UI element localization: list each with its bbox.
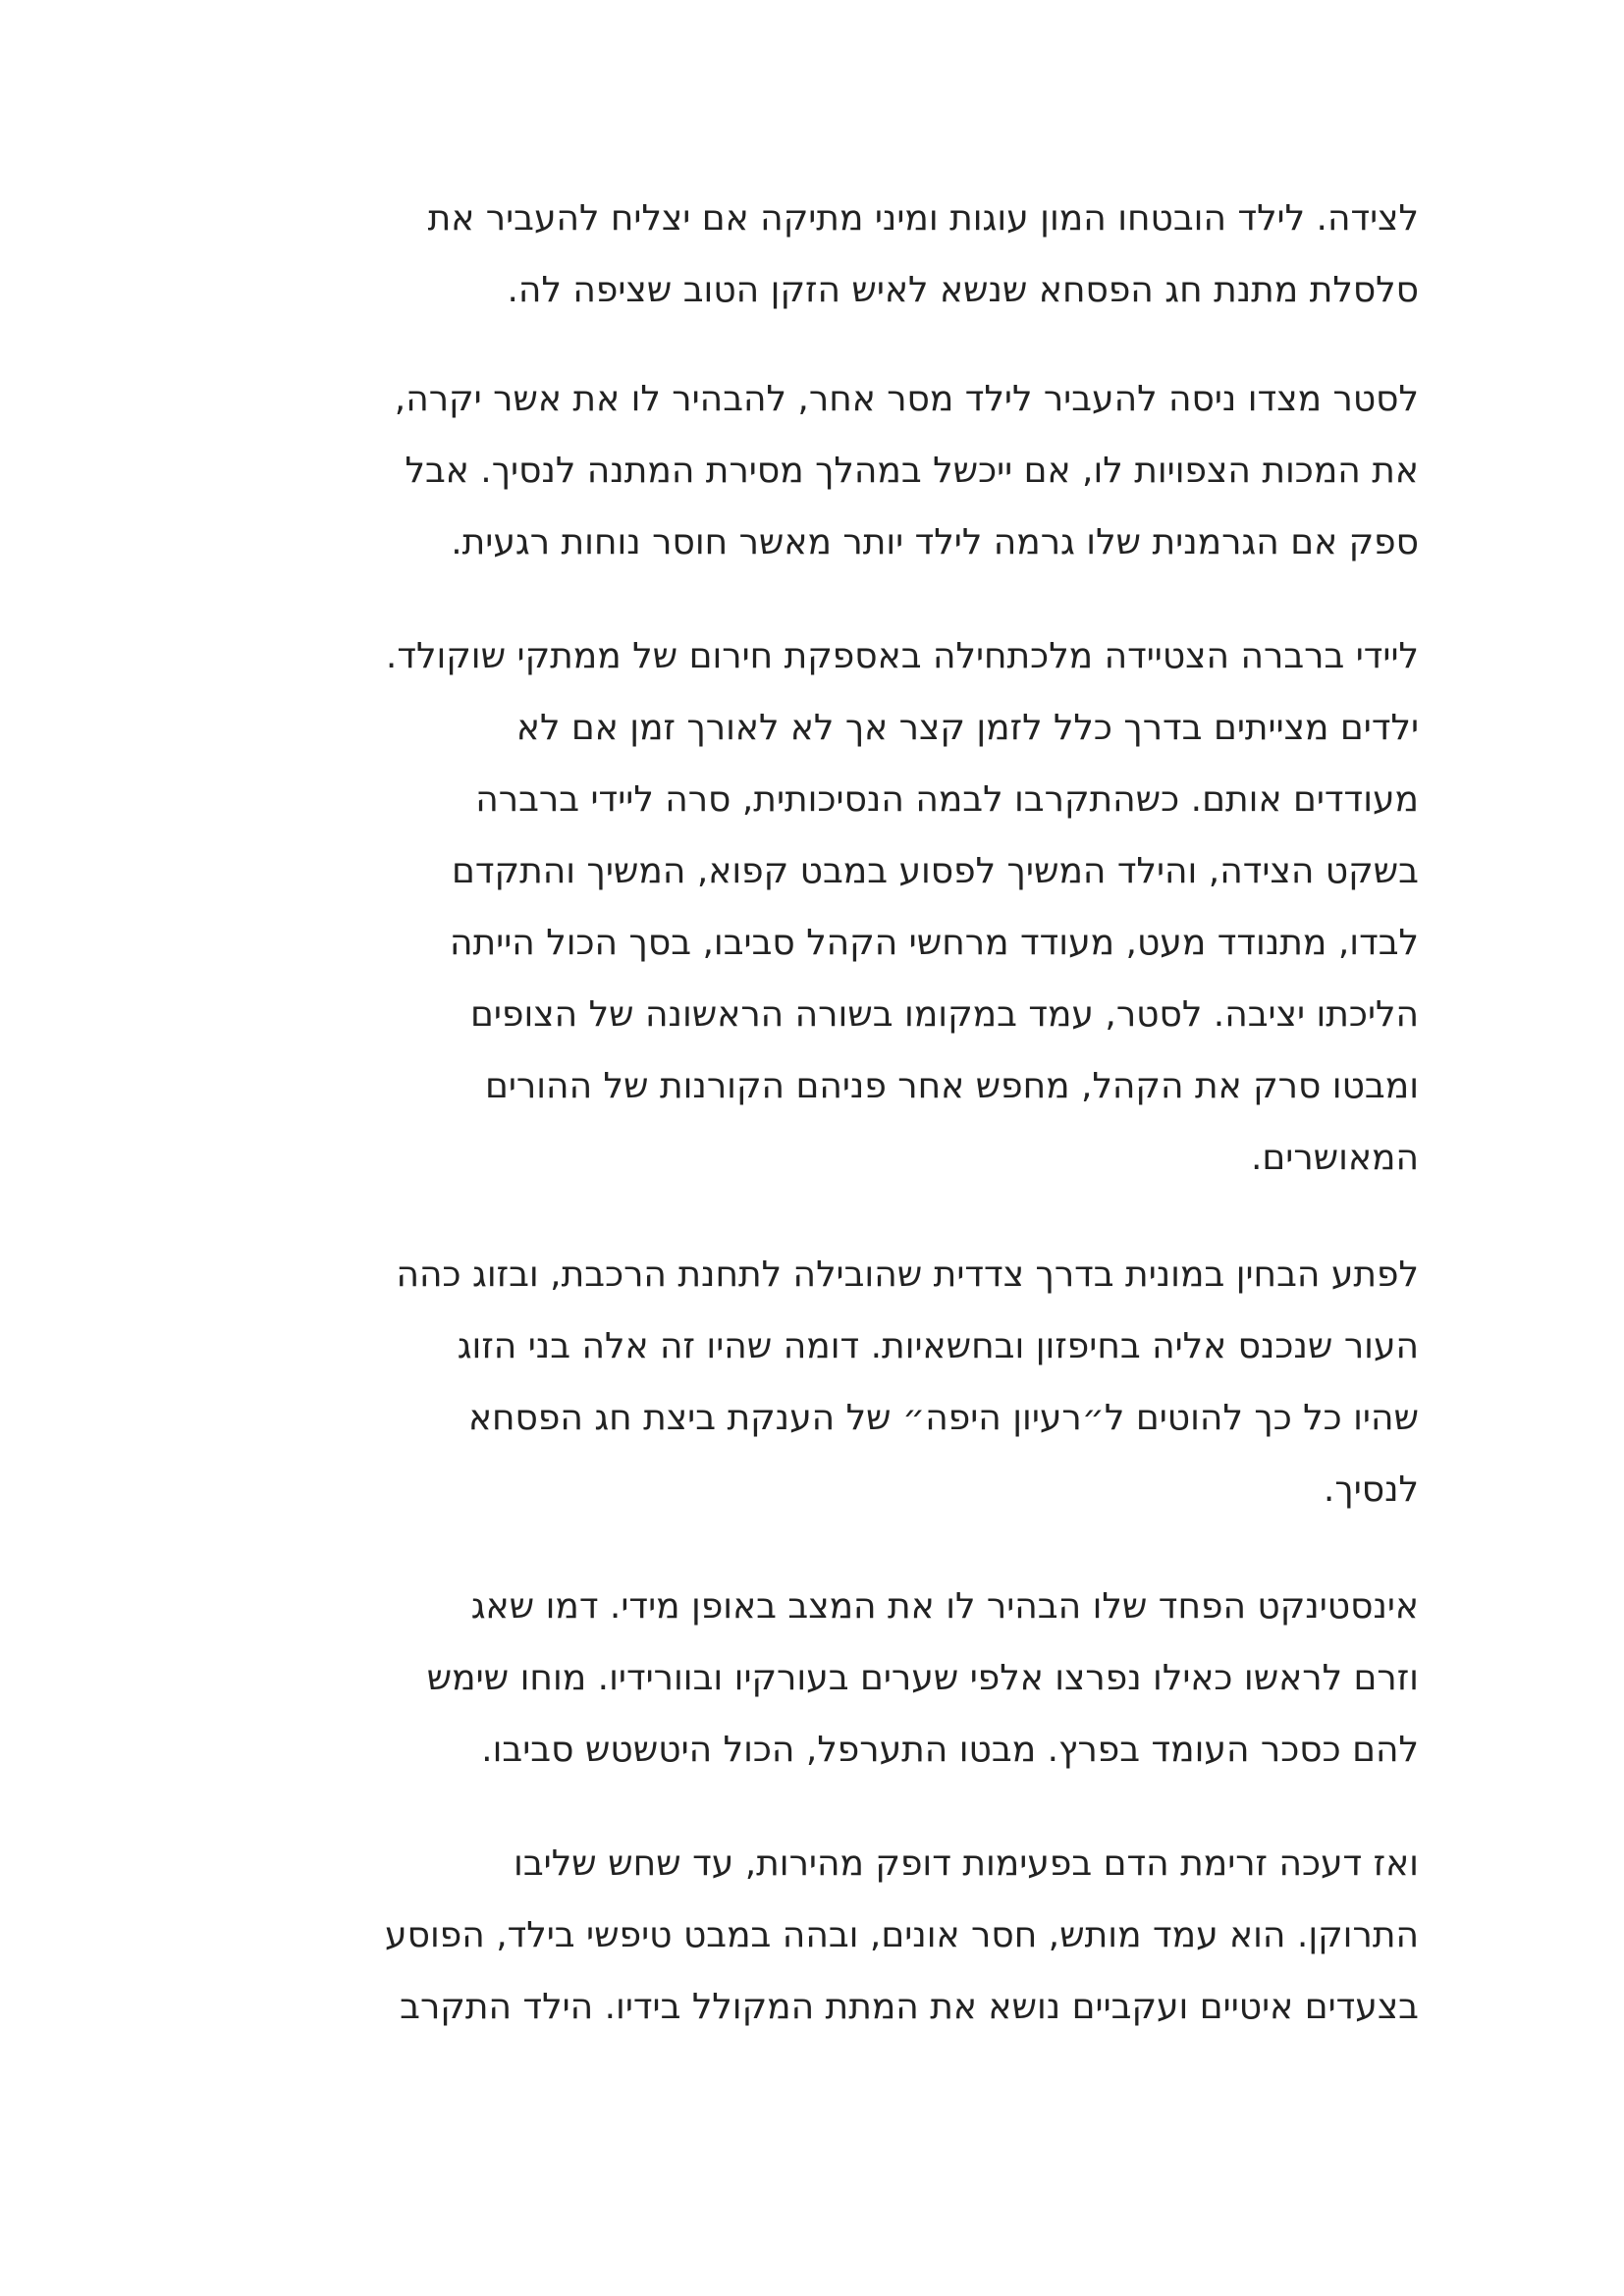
text-line: העור שנכנס אליה בחיפזון ובחשאיות. דומה שהיו זה אלה בני הזוג xyxy=(457,1326,1419,1366)
text-line: להם כסכר העומד בפרץ. מבטו התערפל, הכול היטשטש סביבו. xyxy=(481,1730,1419,1770)
text-line: בצעדים איטיים ועקביים נושא את המתת המקולל בידיו. הילד התקרב xyxy=(400,1987,1419,2027)
text-line: לפתע הבחין במונית בדרך צדדית שהובילה לתחנת הרכבת, ובזוג כהה xyxy=(396,1255,1419,1295)
text-line: המאושרים. xyxy=(1250,1138,1419,1178)
text-line: וזרם לראשו כאילו נפרצו אלפי שערים בעורקיו ובוורידיו. מוחו שימש xyxy=(426,1658,1419,1698)
text-line: ספק אם הגרמנית שלו גרמה לילד יותר מאשר חוסר נוחות רגעית. xyxy=(451,522,1419,562)
text-line: סלסלת מתנת חג הפסחא שנשא לאיש הזקן הטוב שציפה לה. xyxy=(507,270,1419,310)
text-line: לצידה. לילד הובטחו המון עוגות ומיני מתיקה אם יצליח להעביר את xyxy=(427,198,1419,239)
text-line: אינסטינקט הפחד שלו הבהיר לו את המצב באופן מידי. דמו שאג xyxy=(470,1586,1419,1627)
text-line: לסטר מצדו ניסה להעביר לילד מסר אחר, להבהיר לו את אשר יקרה, xyxy=(394,379,1419,419)
paragraph-4 xyxy=(191,1239,1419,1525)
paragraph-5 xyxy=(191,1571,1419,1786)
text-line: שהיו כל כך להוטים ל״רעיון היפה״ של הענקת ביצת חג הפסחא xyxy=(467,1398,1419,1438)
text-line: ילדים מצייתים בדרך כלל לזמן קצר אך לא לאורך זמן אם לא xyxy=(515,708,1419,748)
text-line: מעודדים אותם. כשהתקרבו לבמה הנסיכותית, סרה ליידי ברברה xyxy=(475,779,1419,820)
text-line: התרוקן. הוא עמד מותש, חסר אונים, ובהה במבט טיפשי בילד, הפוסע xyxy=(385,1915,1419,1955)
paragraph-2 xyxy=(191,363,1419,578)
text-line: לנסיך. xyxy=(1323,1469,1419,1510)
text-line: הליכתו יציבה. לסטר, עמד במקומו בשורה הראשונה של הצופים xyxy=(470,994,1419,1035)
paragraph-3 xyxy=(191,620,1419,1194)
text-line: את המכות הצפויות לו, אם ייכשל במהלך מסירת המתנה לנסיך. אבל xyxy=(405,451,1419,491)
text-line: ומבטו סרק את הקהל, מחפש אחר פניהם הקורנות של ההורים xyxy=(484,1066,1419,1106)
text-line: לבדו, מתנודד מעט, מעודד מרחשי הקהל סביבו, בסך הכול הייתה xyxy=(450,923,1419,963)
text-line: ליידי ברברה הצטיידה מלכתחילה באספקת חירום של ממתקי שוקולד. xyxy=(385,636,1419,676)
paragraph-1 xyxy=(191,183,1419,326)
text-line: בשקט הצידה, והילד המשיך לפסוע במבט קפוא, המשיך והתקדם xyxy=(452,851,1419,891)
text-line: ואז דעכה זרימת הדם בפעימות דופק מהירות, עד שחש שליבו xyxy=(514,1843,1419,1884)
paragraph-6 xyxy=(191,1828,1419,2043)
